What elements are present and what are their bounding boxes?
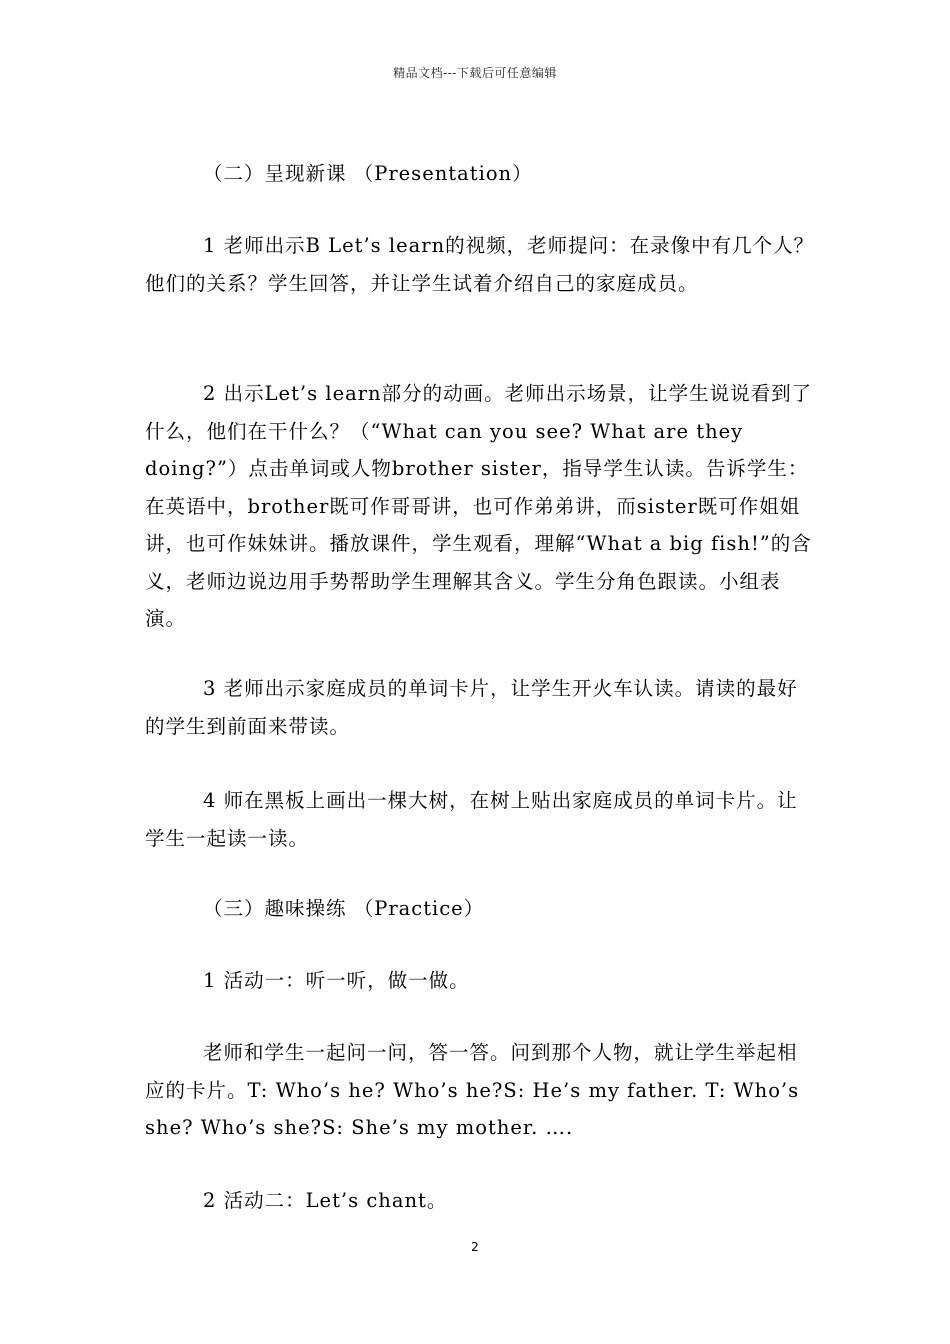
paragraph-step-4: 4 师在黑板上画出一棵大树，在树上贴出家庭成员的单词卡片。让学生一起读一读。: [145, 789, 798, 850]
activity-1-title: 1 活动一：听一听，做一做。: [203, 969, 470, 992]
activity-1-body: 老师和学生一起问一问，答一答。问到那个人物，就让学生举起相应的卡片。T: Who’s he? Who’s he?S: He’s my father. T: Who’s she? Who’s she?S: She’s my mother. ….: [145, 1041, 800, 1139]
paragraph-step-3: 3 老师出示家庭成员的单词卡片，让学生开火车认读。请读的最好的学生到前面来带读。: [145, 677, 798, 738]
paragraph-step-1: 1 老师出示B Let’s learn的视频，老师提问：在录像中有几个人？他们的关系？学生回答，并让学生试着介绍自己的家庭成员。: [145, 234, 815, 295]
activity-2-title: 2 活动二：Let’s chant。: [203, 1189, 448, 1212]
section-heading-presentation: （二）呈现新课 （Presentation）: [203, 162, 533, 185]
paragraph-step-2: 2 出示Let’s learn部分的动画。老师出示场景，让学生说说看到了什么，他们在干什么？（“What can you see? What are they doing?”）点击单词或人物brother sister，指导学生认读。告诉学生：在英语中，brother既可作哥哥讲，也可作弟弟讲，而sister既可作姐姐讲，也可作妹妹讲。播放课件，学生观看，理解“What a big fish!”的含义，老师边说边用手势帮助学生理解其含义。学生分角色跟读。小组表演。: [145, 382, 813, 630]
section-heading-practice: （三）趣味操练 （Practice）: [203, 897, 485, 920]
page-header: 精品文档---下载后可任意编辑: [393, 66, 557, 80]
page-number: 2: [471, 1240, 479, 1254]
